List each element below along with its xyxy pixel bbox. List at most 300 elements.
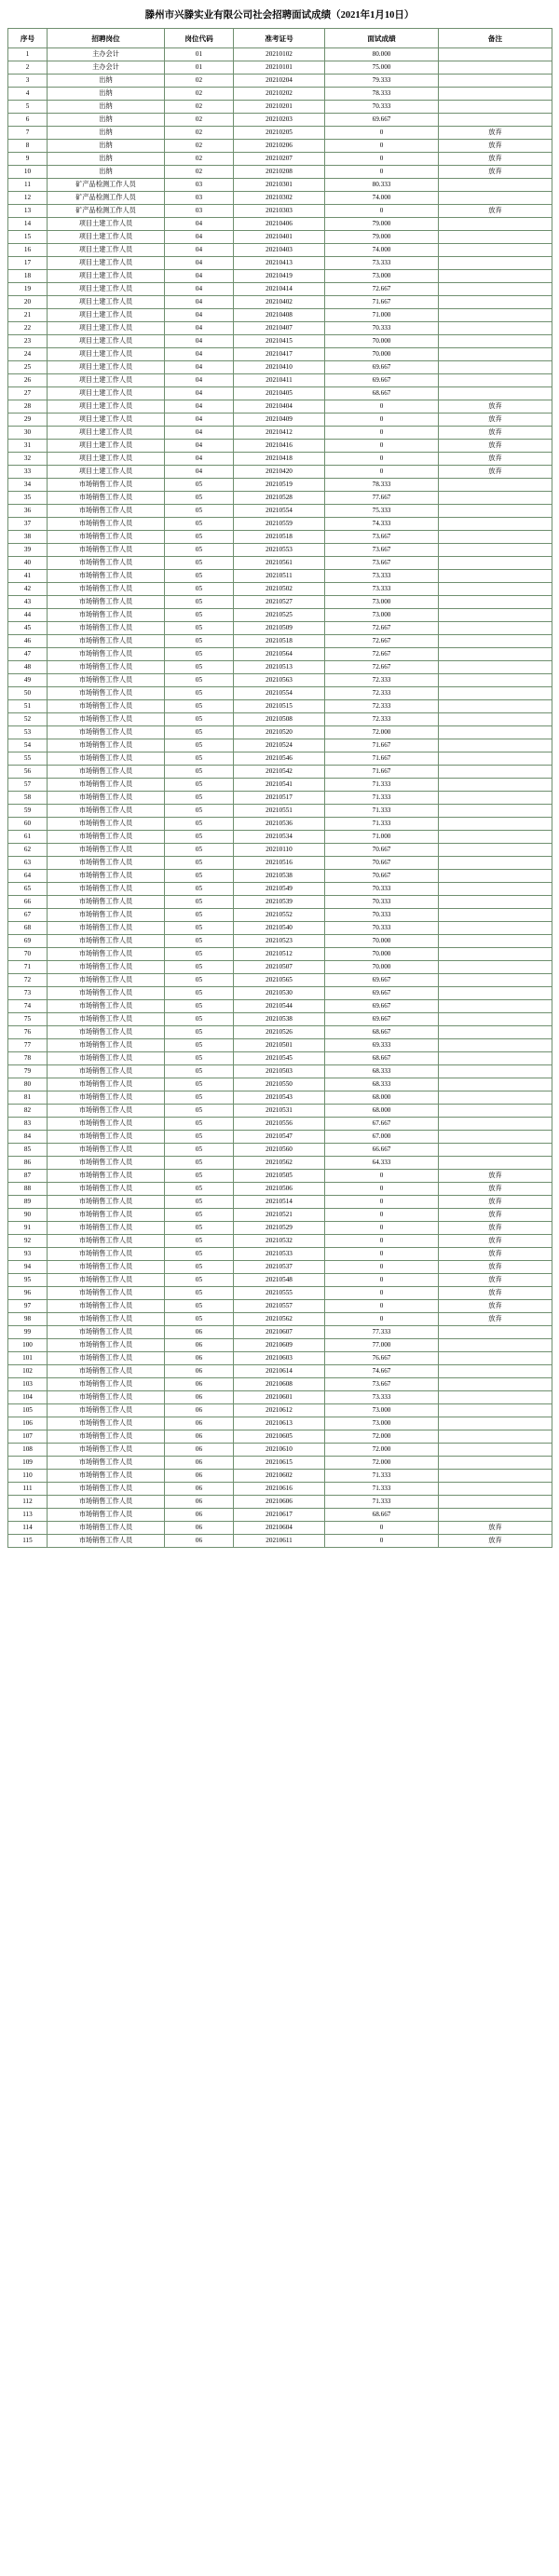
cell-remark: 放弃 xyxy=(439,414,552,427)
cell-exam-number: 20210415 xyxy=(234,335,325,348)
cell-remark: 放弃 xyxy=(439,427,552,440)
cell-remark xyxy=(439,1444,552,1457)
table-row xyxy=(8,609,552,622)
cell-post: 项目土建工作人员 xyxy=(48,414,165,427)
table-row xyxy=(8,1300,552,1313)
cell-seq: 61 xyxy=(8,831,48,844)
cell-seq: 52 xyxy=(8,713,48,726)
table-row xyxy=(8,453,552,466)
cell-score: 0 xyxy=(325,1535,439,1548)
cell-remark xyxy=(439,101,552,114)
cell-score: 69.333 xyxy=(325,1039,439,1052)
cell-exam-number: 20210555 xyxy=(234,1287,325,1300)
cell-code: 05 xyxy=(165,661,234,674)
cell-code: 05 xyxy=(165,557,234,570)
cell-score: 74.000 xyxy=(325,244,439,257)
table-header xyxy=(8,29,552,48)
cell-score: 70.333 xyxy=(325,896,439,909)
table-row xyxy=(8,140,552,153)
cell-remark: 放弃 xyxy=(439,166,552,179)
cell-code: 05 xyxy=(165,687,234,700)
cell-code: 05 xyxy=(165,987,234,1000)
cell-exam-number: 20210615 xyxy=(234,1457,325,1470)
cell-seq: 48 xyxy=(8,661,48,674)
column-header-score: 面试成绩 xyxy=(325,29,439,48)
table-row xyxy=(8,1118,552,1131)
table-row xyxy=(8,1470,552,1483)
cell-score: 75.333 xyxy=(325,505,439,518)
cell-remark xyxy=(439,492,552,505)
cell-code: 05 xyxy=(165,1222,234,1235)
cell-post: 市场销售工作人员 xyxy=(48,1404,165,1417)
cell-score: 0 xyxy=(325,127,439,140)
cell-remark xyxy=(439,244,552,257)
cell-code: 05 xyxy=(165,1105,234,1118)
table-row xyxy=(8,700,552,713)
cell-exam-number: 20210616 xyxy=(234,1483,325,1496)
cell-post: 市场销售工作人员 xyxy=(48,622,165,635)
cell-exam-number: 20210607 xyxy=(234,1326,325,1339)
cell-code: 05 xyxy=(165,1235,234,1248)
cell-post: 市场销售工作人员 xyxy=(48,661,165,674)
cell-score: 69.667 xyxy=(325,1000,439,1013)
table-row xyxy=(8,1105,552,1118)
cell-post: 市场销售工作人员 xyxy=(48,687,165,700)
cell-code: 03 xyxy=(165,179,234,192)
cell-exam-number: 20210301 xyxy=(234,179,325,192)
cell-code: 05 xyxy=(165,844,234,857)
cell-score: 70.000 xyxy=(325,935,439,948)
cell-seq: 3 xyxy=(8,75,48,88)
cell-score: 71.000 xyxy=(325,309,439,322)
column-header-exam-number: 准考证号 xyxy=(234,29,325,48)
cell-seq: 43 xyxy=(8,596,48,609)
cell-score: 69.667 xyxy=(325,1013,439,1026)
cell-code: 05 xyxy=(165,1078,234,1091)
cell-post: 市场销售工作人员 xyxy=(48,1535,165,1548)
cell-remark xyxy=(439,805,552,818)
table-row xyxy=(8,674,552,687)
cell-exam-number: 20210601 xyxy=(234,1391,325,1404)
column-header-seq: 序号 xyxy=(8,29,48,48)
cell-score: 70.000 xyxy=(325,335,439,348)
cell-seq: 66 xyxy=(8,896,48,909)
cell-seq: 83 xyxy=(8,1118,48,1131)
cell-remark: 放弃 xyxy=(439,400,552,414)
cell-exam-number: 20210521 xyxy=(234,1209,325,1222)
table-row xyxy=(8,1196,552,1209)
cell-seq: 87 xyxy=(8,1170,48,1183)
cell-remark xyxy=(439,1013,552,1026)
page-title: 滕州市兴滕实业有限公司社会招聘面试成绩（2021年1月10日） xyxy=(144,10,415,20)
cell-post: 项目土建工作人员 xyxy=(48,335,165,348)
table-body xyxy=(8,48,552,1548)
cell-score: 78.333 xyxy=(325,479,439,492)
cell-post: 项目土建工作人员 xyxy=(48,322,165,335)
cell-remark xyxy=(439,361,552,374)
cell-score: 70.333 xyxy=(325,101,439,114)
cell-remark xyxy=(439,635,552,648)
cell-seq: 54 xyxy=(8,739,48,752)
cell-score: 71.333 xyxy=(325,792,439,805)
table-row xyxy=(8,1144,552,1157)
cell-code: 05 xyxy=(165,935,234,948)
cell-exam-number: 20210610 xyxy=(234,1444,325,1457)
table-row xyxy=(8,766,552,779)
cell-seq: 14 xyxy=(8,218,48,231)
table-row xyxy=(8,1026,552,1039)
cell-code: 05 xyxy=(165,1039,234,1052)
cell-remark xyxy=(439,1091,552,1105)
cell-seq: 72 xyxy=(8,974,48,987)
cell-score: 70.667 xyxy=(325,870,439,883)
cell-post: 市场销售工作人员 xyxy=(48,1365,165,1378)
cell-remark xyxy=(439,387,552,400)
cell-exam-number: 20210603 xyxy=(234,1352,325,1365)
cell-post: 市场销售工作人员 xyxy=(48,922,165,935)
cell-exam-number: 20210409 xyxy=(234,414,325,427)
cell-seq: 26 xyxy=(8,374,48,387)
cell-remark xyxy=(439,505,552,518)
cell-score: 79.000 xyxy=(325,218,439,231)
cell-exam-number: 20210507 xyxy=(234,961,325,974)
table-row xyxy=(8,583,552,596)
cell-exam-number: 20210536 xyxy=(234,818,325,831)
cell-remark xyxy=(439,179,552,192)
cell-code: 04 xyxy=(165,231,234,244)
cell-remark: 放弃 xyxy=(439,153,552,166)
table-row xyxy=(8,48,552,61)
table-row xyxy=(8,909,552,922)
table-row xyxy=(8,1078,552,1091)
cell-code: 05 xyxy=(165,583,234,596)
table-row xyxy=(8,361,552,374)
cell-score: 71.000 xyxy=(325,831,439,844)
cell-score: 66.667 xyxy=(325,1144,439,1157)
cell-exam-number: 20210302 xyxy=(234,192,325,205)
cell-code: 04 xyxy=(165,361,234,374)
cell-seq: 96 xyxy=(8,1287,48,1300)
cell-score: 77.000 xyxy=(325,1339,439,1352)
cell-post: 市场销售工作人员 xyxy=(48,1509,165,1522)
table-row xyxy=(8,870,552,883)
cell-exam-number: 20210416 xyxy=(234,440,325,453)
cell-post: 市场销售工作人员 xyxy=(48,1483,165,1496)
cell-code: 04 xyxy=(165,218,234,231)
cell-score: 72.667 xyxy=(325,661,439,674)
cell-exam-number: 20210403 xyxy=(234,244,325,257)
cell-seq: 21 xyxy=(8,309,48,322)
cell-seq: 44 xyxy=(8,609,48,622)
cell-score: 72.333 xyxy=(325,674,439,687)
cell-score: 70.000 xyxy=(325,948,439,961)
cell-code: 03 xyxy=(165,205,234,218)
cell-post: 市场销售工作人员 xyxy=(48,739,165,752)
cell-score: 72.333 xyxy=(325,713,439,726)
cell-code: 05 xyxy=(165,570,234,583)
cell-remark xyxy=(439,687,552,700)
cell-remark: 放弃 xyxy=(439,1209,552,1222)
cell-remark xyxy=(439,270,552,283)
cell-score: 72.333 xyxy=(325,687,439,700)
cell-remark xyxy=(439,766,552,779)
cell-remark xyxy=(439,752,552,766)
cell-seq: 2 xyxy=(8,61,48,75)
cell-score: 80.333 xyxy=(325,179,439,192)
table-row xyxy=(8,1131,552,1144)
cell-post: 市场销售工作人员 xyxy=(48,1522,165,1535)
cell-exam-number: 20210206 xyxy=(234,140,325,153)
table-row xyxy=(8,1496,552,1509)
cell-post: 市场销售工作人员 xyxy=(48,987,165,1000)
table-row xyxy=(8,779,552,792)
cell-post: 出纳 xyxy=(48,88,165,101)
cell-seq: 88 xyxy=(8,1183,48,1196)
table-row xyxy=(8,518,552,531)
cell-score: 70.333 xyxy=(325,909,439,922)
cell-exam-number: 20210506 xyxy=(234,1183,325,1196)
cell-seq: 38 xyxy=(8,531,48,544)
cell-seq: 90 xyxy=(8,1209,48,1222)
cell-code: 05 xyxy=(165,635,234,648)
cell-score: 69.667 xyxy=(325,974,439,987)
table-row xyxy=(8,987,552,1000)
cell-seq: 32 xyxy=(8,453,48,466)
cell-code: 02 xyxy=(165,127,234,140)
cell-seq: 93 xyxy=(8,1248,48,1261)
table-row xyxy=(8,844,552,857)
cell-score: 73.667 xyxy=(325,1378,439,1391)
cell-seq: 103 xyxy=(8,1378,48,1391)
table-row xyxy=(8,114,552,127)
cell-post: 市场销售工作人员 xyxy=(48,1183,165,1196)
cell-remark: 放弃 xyxy=(439,440,552,453)
cell-remark xyxy=(439,622,552,635)
cell-code: 02 xyxy=(165,101,234,114)
table-row xyxy=(8,166,552,179)
cell-score: 70.667 xyxy=(325,844,439,857)
cell-remark xyxy=(439,1052,552,1065)
cell-seq: 101 xyxy=(8,1352,48,1365)
cell-remark xyxy=(439,1039,552,1052)
cell-post: 市场销售工作人员 xyxy=(48,1378,165,1391)
cell-post: 项目土建工作人员 xyxy=(48,466,165,479)
cell-seq: 99 xyxy=(8,1326,48,1339)
cell-code: 05 xyxy=(165,948,234,961)
cell-score: 69.667 xyxy=(325,114,439,127)
cell-post: 市场销售工作人员 xyxy=(48,844,165,857)
cell-code: 05 xyxy=(165,974,234,987)
cell-score: 72.333 xyxy=(325,700,439,713)
cell-remark xyxy=(439,1404,552,1417)
cell-exam-number: 20210534 xyxy=(234,831,325,844)
cell-seq: 42 xyxy=(8,583,48,596)
cell-code: 05 xyxy=(165,700,234,713)
cell-seq: 94 xyxy=(8,1261,48,1274)
cell-code: 05 xyxy=(165,726,234,739)
cell-remark xyxy=(439,283,552,296)
cell-seq: 7 xyxy=(8,127,48,140)
cell-seq: 80 xyxy=(8,1078,48,1091)
cell-seq: 6 xyxy=(8,114,48,127)
cell-post: 市场销售工作人员 xyxy=(48,1222,165,1235)
cell-seq: 9 xyxy=(8,153,48,166)
cell-exam-number: 20210559 xyxy=(234,518,325,531)
cell-post: 矿产品检测工作人员 xyxy=(48,192,165,205)
cell-post: 市场销售工作人员 xyxy=(48,1131,165,1144)
cell-remark xyxy=(439,348,552,361)
cell-seq: 16 xyxy=(8,244,48,257)
cell-post: 市场销售工作人员 xyxy=(48,1157,165,1170)
cell-post: 市场销售工作人员 xyxy=(48,935,165,948)
cell-seq: 84 xyxy=(8,1131,48,1144)
cell-post: 项目土建工作人员 xyxy=(48,440,165,453)
cell-remark xyxy=(439,948,552,961)
cell-code: 04 xyxy=(165,257,234,270)
table-row xyxy=(8,1326,552,1339)
cell-score: 0 xyxy=(325,153,439,166)
table-row xyxy=(8,1065,552,1078)
cell-code: 06 xyxy=(165,1470,234,1483)
cell-score: 0 xyxy=(325,400,439,414)
cell-seq: 29 xyxy=(8,414,48,427)
cell-score: 74.333 xyxy=(325,518,439,531)
cell-post: 项目土建工作人员 xyxy=(48,218,165,231)
cell-seq: 104 xyxy=(8,1391,48,1404)
cell-remark xyxy=(439,192,552,205)
cell-code: 06 xyxy=(165,1444,234,1457)
cell-exam-number: 20210207 xyxy=(234,153,325,166)
cell-code: 06 xyxy=(165,1365,234,1378)
table-row xyxy=(8,231,552,244)
cell-remark xyxy=(439,322,552,335)
cell-remark xyxy=(439,1339,552,1352)
cell-seq: 49 xyxy=(8,674,48,687)
cell-remark xyxy=(439,1457,552,1470)
cell-exam-number: 20210523 xyxy=(234,935,325,948)
cell-exam-number: 20210202 xyxy=(234,88,325,101)
cell-code: 05 xyxy=(165,792,234,805)
cell-post: 市场销售工作人员 xyxy=(48,752,165,766)
cell-code: 05 xyxy=(165,674,234,687)
cell-remark xyxy=(439,779,552,792)
cell-code: 05 xyxy=(165,909,234,922)
table-row xyxy=(8,179,552,192)
cell-seq: 92 xyxy=(8,1235,48,1248)
cell-score: 0 xyxy=(325,1196,439,1209)
cell-seq: 50 xyxy=(8,687,48,700)
table-row xyxy=(8,1170,552,1183)
cell-post: 市场销售工作人员 xyxy=(48,805,165,818)
cell-exam-number: 20210102 xyxy=(234,48,325,61)
cell-code: 02 xyxy=(165,166,234,179)
cell-remark xyxy=(439,700,552,713)
cell-remark xyxy=(439,1026,552,1039)
cell-score: 72.667 xyxy=(325,283,439,296)
cell-code: 05 xyxy=(165,609,234,622)
cell-remark xyxy=(439,1326,552,1339)
cell-post: 主办会计 xyxy=(48,48,165,61)
table-row xyxy=(8,440,552,453)
table-row xyxy=(8,387,552,400)
cell-code: 05 xyxy=(165,648,234,661)
cell-remark xyxy=(439,883,552,896)
cell-code: 04 xyxy=(165,348,234,361)
table-header-row xyxy=(8,29,552,48)
cell-exam-number: 20210561 xyxy=(234,557,325,570)
cell-seq: 57 xyxy=(8,779,48,792)
cell-seq: 113 xyxy=(8,1509,48,1522)
cell-score: 76.667 xyxy=(325,1352,439,1365)
cell-seq: 115 xyxy=(8,1535,48,1548)
cell-post: 市场销售工作人员 xyxy=(48,792,165,805)
cell-score: 73.667 xyxy=(325,544,439,557)
cell-score: 73.000 xyxy=(325,609,439,622)
table-row xyxy=(8,661,552,674)
table-row xyxy=(8,296,552,309)
cell-code: 05 xyxy=(165,896,234,909)
cell-seq: 58 xyxy=(8,792,48,805)
cell-post: 市场销售工作人员 xyxy=(48,726,165,739)
table-row xyxy=(8,1183,552,1196)
cell-remark xyxy=(439,922,552,935)
cell-post: 市场销售工作人员 xyxy=(48,1326,165,1339)
cell-score: 70.667 xyxy=(325,857,439,870)
cell-exam-number: 20210553 xyxy=(234,544,325,557)
cell-exam-number: 20210550 xyxy=(234,1078,325,1091)
cell-exam-number: 20210551 xyxy=(234,805,325,818)
cell-score: 0 xyxy=(325,1274,439,1287)
cell-code: 05 xyxy=(165,492,234,505)
table-row xyxy=(8,1235,552,1248)
cell-seq: 41 xyxy=(8,570,48,583)
table-row xyxy=(8,61,552,75)
cell-score: 73.333 xyxy=(325,570,439,583)
cell-post: 市场销售工作人员 xyxy=(48,544,165,557)
cell-code: 04 xyxy=(165,387,234,400)
table-row xyxy=(8,961,552,974)
cell-seq: 55 xyxy=(8,752,48,766)
cell-remark xyxy=(439,114,552,127)
cell-exam-number: 20210554 xyxy=(234,687,325,700)
cell-score: 71.333 xyxy=(325,1470,439,1483)
cell-seq: 36 xyxy=(8,505,48,518)
cell-remark: 放弃 xyxy=(439,1261,552,1274)
cell-score: 67.667 xyxy=(325,1118,439,1131)
cell-code: 05 xyxy=(165,1183,234,1196)
cell-remark xyxy=(439,1105,552,1118)
cell-code: 05 xyxy=(165,870,234,883)
cell-seq: 63 xyxy=(8,857,48,870)
cell-exam-number: 20210208 xyxy=(234,166,325,179)
cell-remark xyxy=(439,1144,552,1157)
cell-code: 05 xyxy=(165,857,234,870)
cell-code: 04 xyxy=(165,374,234,387)
cell-code: 05 xyxy=(165,713,234,726)
cell-post: 市场销售工作人员 xyxy=(48,1248,165,1261)
cell-exam-number: 20210543 xyxy=(234,1091,325,1105)
cell-remark xyxy=(439,818,552,831)
cell-seq: 67 xyxy=(8,909,48,922)
cell-code: 06 xyxy=(165,1339,234,1352)
cell-remark: 放弃 xyxy=(439,1183,552,1196)
cell-exam-number: 20210204 xyxy=(234,75,325,88)
table-row xyxy=(8,1404,552,1417)
cell-score: 0 xyxy=(325,440,439,453)
cell-post: 项目土建工作人员 xyxy=(48,231,165,244)
cell-score: 72.000 xyxy=(325,1457,439,1470)
cell-post: 市场销售工作人员 xyxy=(48,948,165,961)
